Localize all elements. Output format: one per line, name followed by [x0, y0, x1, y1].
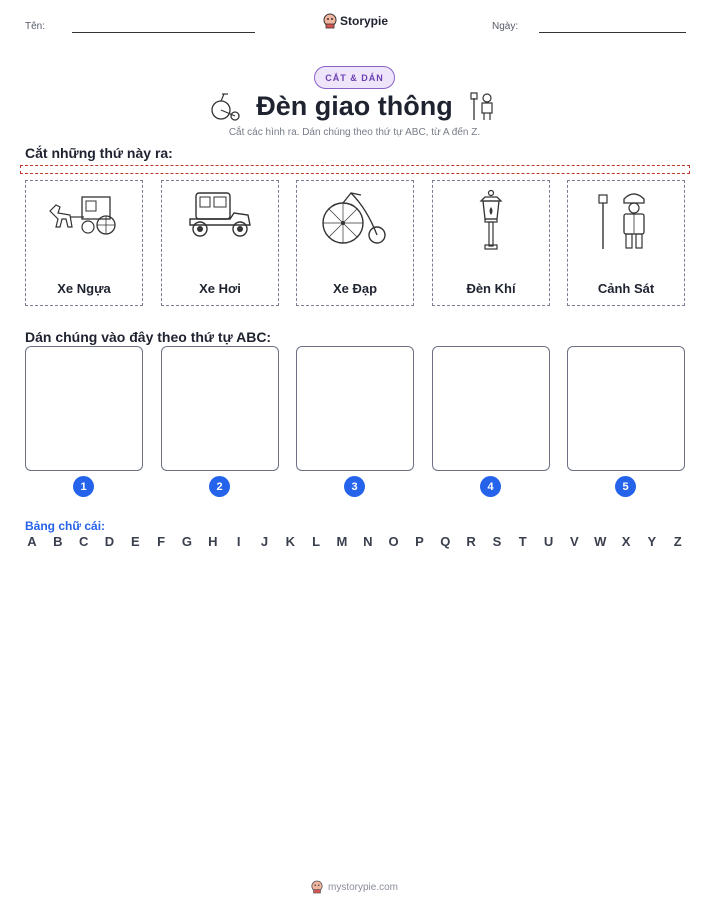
alphabet-heading: Bảng chữ cái: [25, 519, 106, 533]
brand [323, 13, 388, 29]
cut-card-label: Cảnh Sát [597, 281, 655, 296]
name-label: Tên: [25, 21, 46, 32]
alphabet-letter: F [157, 534, 166, 549]
alphabet-letter: D [104, 534, 115, 549]
alphabet-letter: M [336, 534, 348, 549]
cut-card-bicycle[interactable] [296, 180, 414, 306]
alphabet-letter: T [518, 534, 527, 549]
cut-card-label: Xe Hơi [199, 281, 241, 296]
number-badge-5: 5 [615, 476, 636, 497]
penny-farthing-bicycle-icon [315, 189, 395, 251]
cut-card-police[interactable] [567, 180, 685, 306]
number-badge-4: 4 [480, 476, 501, 497]
footer [0, 880, 709, 894]
alphabet-letter: K [285, 534, 295, 549]
vintage-car-icon [180, 189, 260, 251]
name-line[interactable] [72, 32, 255, 33]
horse-carriage-icon [44, 189, 124, 251]
alphabet-letter: N [363, 534, 373, 549]
cut-card-label: Xe Ngựa [57, 281, 111, 296]
brand-name: Storypie [340, 14, 389, 28]
paste-box-3[interactable] [296, 346, 414, 471]
cut-card-car[interactable] [161, 180, 279, 306]
date-line[interactable] [539, 32, 686, 33]
footer-url[interactable]: mystorypie.com [327, 881, 398, 893]
number-badge-2: 2 [209, 476, 230, 497]
storypie-logo-icon [323, 13, 337, 29]
alphabet-letter: S [492, 534, 502, 549]
page-title: Đèn giao thông [256, 90, 453, 121]
alphabet-letter: Q [440, 534, 451, 549]
alphabet-letter: Y [647, 534, 657, 549]
paste-box-5[interactable] [567, 346, 685, 471]
bicycle-icon [210, 90, 240, 122]
alphabet-letter: H [208, 534, 218, 549]
alphabet-letter: O [388, 534, 399, 549]
date-label: Ngày: [492, 21, 519, 32]
number-badge-1: 1 [73, 476, 94, 497]
cut-card-label: Đèn Khí [466, 281, 516, 296]
paste-box-1[interactable] [25, 346, 143, 471]
alphabet-letter: I [236, 534, 241, 549]
alphabet-letter: W [594, 534, 607, 549]
alphabet-row [25, 534, 685, 549]
alphabet-letter: L [312, 534, 321, 549]
gas-lamp-icon [451, 189, 531, 251]
number-badge-3: 3 [344, 476, 365, 497]
policeman-icon [586, 189, 666, 251]
alphabet-letter: E [130, 534, 140, 549]
activity-badge: CẮT & DÁN [314, 66, 395, 89]
alphabet-letter: R [466, 534, 476, 549]
title-row [0, 90, 709, 122]
cut-card-gas-lamp[interactable] [432, 180, 550, 306]
cut-section-heading: Cắt những thứ này ra: [25, 145, 173, 161]
alphabet-letter: G [181, 534, 193, 549]
alphabet-letter: Z [673, 534, 682, 549]
paste-box-4[interactable] [432, 346, 550, 471]
alphabet-letter: V [570, 534, 579, 549]
alphabet-letter: J [260, 534, 269, 549]
paste-box-2[interactable] [161, 346, 279, 471]
cut-line [20, 165, 690, 174]
alphabet-letter: B [53, 534, 63, 549]
policeman-lamp-icon [469, 90, 499, 122]
alphabet-letter: U [543, 534, 554, 549]
cut-card-label: Xe Đạp [332, 281, 378, 296]
storypie-logo-icon [311, 880, 323, 894]
alphabet-letter: C [78, 534, 89, 549]
alphabet-letter: X [621, 534, 631, 549]
alphabet-letter: P [415, 534, 424, 549]
cut-card-horse-carriage[interactable] [25, 180, 143, 306]
alphabet-letter: A [27, 534, 37, 549]
instructions: Cắt các hình ra. Dán chúng theo thứ tự ABC, từ A đến Z. [228, 127, 481, 138]
paste-section-heading: Dán chúng vào đây theo thứ tự ABC: [25, 329, 272, 345]
